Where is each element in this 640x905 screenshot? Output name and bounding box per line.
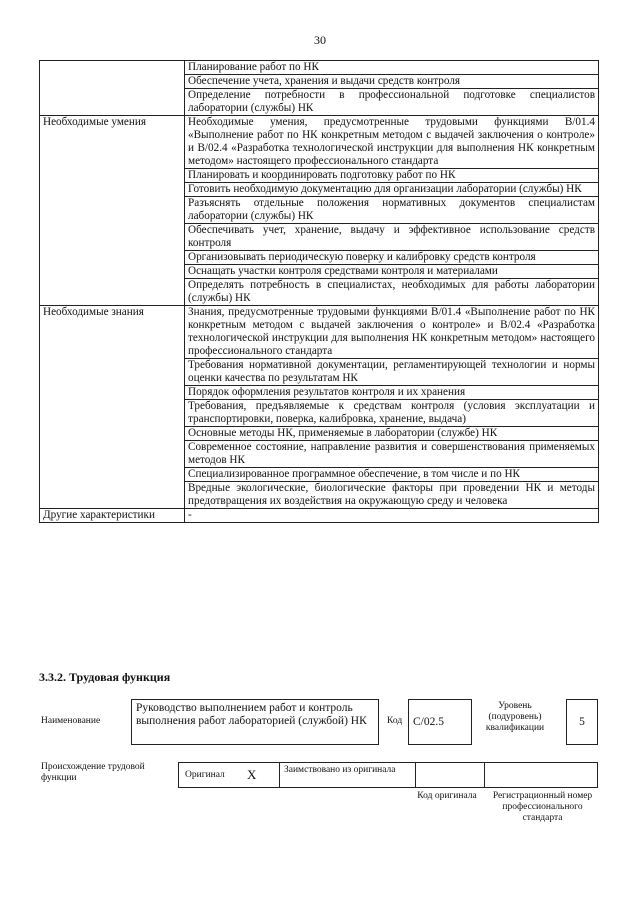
requirement-cell: Требования, предъявляемые к средствам контроля (условия эксплуатации и транспортировки, поверка, калибровка, хранение, выдача) (185, 400, 599, 427)
name-value: Руководство выполнением работ и контроль выполнения работ лабораторией (службой) НК (131, 699, 379, 745)
requirement-cell: Требования нормативной документации, регламентирующей технологии и нормы оценки качества по результатам НК (185, 359, 599, 386)
page-number: 30 (314, 33, 326, 47)
requirement-cell: Специализированное программное обеспечение, в том числе и по НК (185, 468, 599, 482)
table-row (40, 61, 599, 75)
borrowed-label: Заимствовано из оригинала (284, 765, 396, 775)
requirement-cell: Обеспечивать учет, хранение, выдачу и эффективное использование средств контроля (185, 224, 599, 251)
requirement-cell: Готовить необходимую документацию для организации лаборатории (службы) НК (185, 183, 599, 197)
requirement-cell: Порядок оформления результатов контроля и их хранения (185, 386, 599, 400)
requirement-cell: Оснащать участки контроля средствами контроля и материалами (185, 265, 599, 279)
code-label: Код (387, 716, 403, 726)
level-value: 5 (566, 699, 598, 745)
requirement-cell: Определять потребность в специалистах, необходимых для работы лаборатории (службы) НК (185, 279, 599, 306)
code-value: С/02.5 (408, 699, 472, 745)
requirement-cell: Разъяснять отдельные положения нормативных документов специалистам лаборатории (службы) НК (185, 197, 599, 224)
origin-box (178, 762, 598, 788)
name-label: Наименование (41, 716, 101, 726)
origin-label: Происхождение трудовой функции (41, 762, 145, 783)
level-label: Уровень (подуровень) квалификации (485, 701, 545, 733)
original-label: Оригинал (185, 770, 225, 780)
requirement-cell: Определение потребности в профессиональной подготовке специалистов лаборатории (службы) НК (185, 89, 599, 116)
category-cell (40, 61, 185, 116)
code-original-label: Код оригинала (417, 791, 477, 801)
category-cell: Другие характеристики (40, 509, 185, 523)
requirement-cell: Основные методы НК, применяемые в лаборатории (службе) НК (185, 427, 599, 441)
table-row (40, 306, 599, 359)
requirement-cell: Необходимые умения, предусмотренные трудовыми функциями В/01.4 «Выполнение работ по НК конкретным методом с выдачей заключения о контроле» и В/02.4 «Разработка технологической инструкции для выполнения НК конкретным методом» настоящего профессионального стандарта (185, 116, 599, 169)
requirement-cell: Вредные экологические, биологические факторы при проведении НК и методы предотвращения их воздействия на окружающую среду и человека (185, 482, 599, 509)
requirement-cell: Планирование работ по НК (185, 61, 599, 75)
requirement-cell: Планировать и координировать подготовку работ по НК (185, 169, 599, 183)
requirement-cell: Знания, предусмотренные трудовыми функциями В/01.4 «Выполнение работ по НК конкретным методом с выдачей заключения о контроле» и В/02.4 «Разработка технологической инструкции для выполнения НК конкретным методом» настоящего профессионального стандарта (185, 306, 599, 359)
original-mark: Х (247, 767, 257, 782)
category-cell: Необходимые знания (40, 306, 185, 509)
table-row (40, 509, 599, 523)
section-title: 3.3.2. Трудовая функция (39, 670, 171, 684)
table-row (40, 116, 599, 169)
requirement-cell: Обеспечение учета, хранения и выдачи средств контроля (185, 75, 599, 89)
category-cell: Необходимые умения (40, 116, 185, 306)
requirement-cell: Современное состояние, направление развития и совершенствования применяемых методов НК (185, 441, 599, 468)
requirement-cell: Организовывать периодическую поверку и калибровку средств контроля (185, 251, 599, 265)
requirement-cell: - (185, 509, 599, 523)
reg-number-label: Регистрационный номер профессионального стандарта (492, 791, 593, 823)
requirements-table (39, 60, 599, 523)
